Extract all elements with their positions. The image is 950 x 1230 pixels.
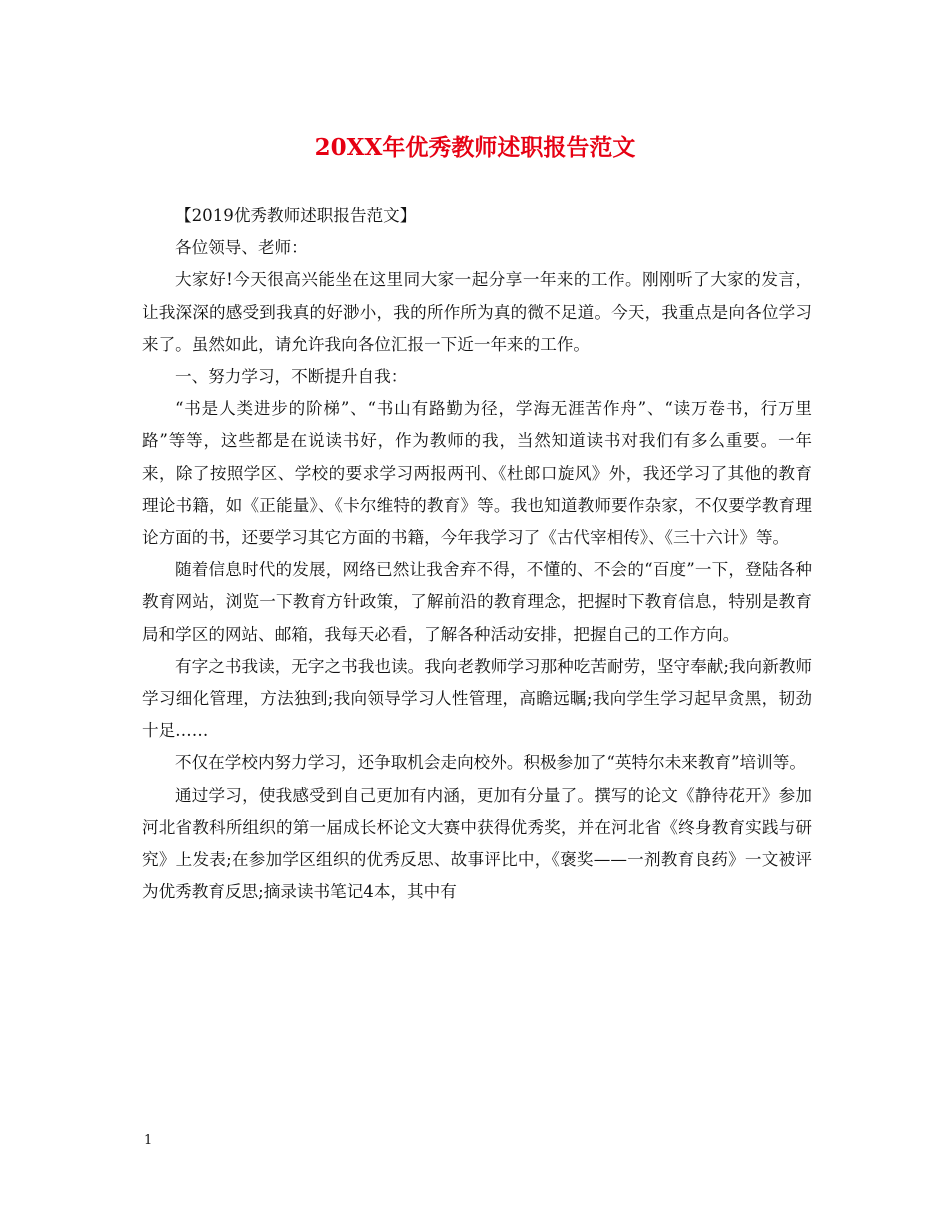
page-number: 1: [144, 1133, 153, 1148]
paragraph-reading: “书是人类进步的阶梯”、“书山有路勤为径，学海无涯苦作舟”、“读万卷书，行万里路”等等，这些都是在说读书好，作为教师的我，当然知道读书对我们有多么重要。一年来，除了按照学区、学校的要求学习两报两刊、《杜郎口旋风》外，我还学习了其他的教育理论书籍，如《正能量》、《卡尔维特的教育》等。我也知道教师要作杂家，不仅要学教育理论方面的书，还要学习其它方面的书籍，今年我学习了《古代宰相传》、《三十六计》等。: [142, 399, 812, 548]
paragraph-section-one-heading: 一、努力学习，不断提升自我：: [175, 367, 408, 387]
paragraph-achievements: 通过学习，使我感受到自己更加有内涵，更加有分量了。撰写的论文《静待花开》参加河北省教科所组织的第一届成长杯论文大赛中获得优秀奖，并在河北省《终身教育实践与研究》上发表;在参加学区组织的优秀反思、故事评比中，《褒奖——一剂教育良药》一文被评为优秀教育反思;摘录读书笔记4本，其中有: [142, 785, 812, 902]
paragraph-heading-label: 【2019优秀教师述职报告范文】: [175, 206, 417, 225]
document-title: 20XX年优秀教师述职报告范文: [314, 134, 636, 161]
paragraph-greeting: 大家好!今天很高兴能坐在这里同大家一起分享一年来的工作。刚刚听了大家的发言，让我深深的感受到我真的好渺小，我的所作所为真的微不足道。今天，我重点是向各位学习来了。虽然如此，请允许我向各位汇报一下近一年来的工作。: [142, 270, 812, 354]
paragraph-salutation: 各位领导、老师：: [175, 238, 308, 258]
paragraph-learning-from-others: 有字之书我读，无字之书我也读。我向老教师学习那种吃苦耐劳，坚守奉献;我向新教师学习细化管理，方法独到;我向领导学习人性管理，高瞻远瞩;我向学生学习起早贪黑，韧劲十足……: [142, 656, 812, 741]
document-body: [142, 200, 812, 908]
paragraph-external-training: 不仅在学校内努力学习，还争取机会走向校外。积极参加了“英特尔未来教育”培训等。: [175, 753, 806, 773]
paragraph-internet: 随着信息时代的发展，网络已然让我舍弃不得，不懂的、不会的“百度”一下，登陆各种教育网站，浏览一下教育方针政策，了解前沿的教育理念，把握时下教育信息，特别是教育局和学区的网站、邮箱，我每天必看，了解各种活动安排，把握自己的工作方向。: [142, 560, 812, 644]
